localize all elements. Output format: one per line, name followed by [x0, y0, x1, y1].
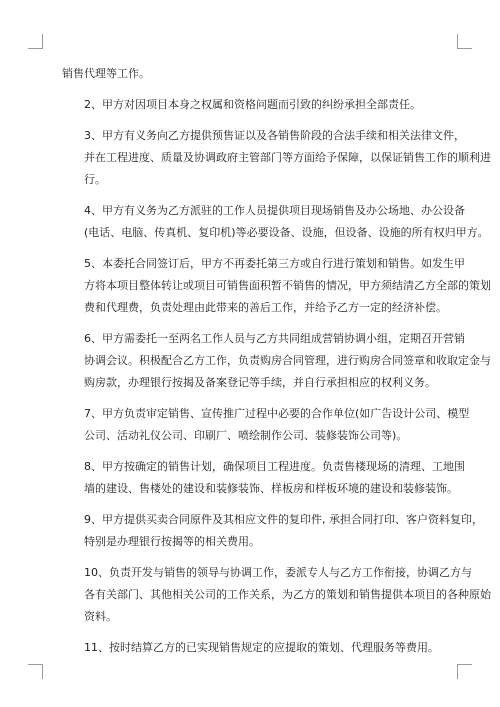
- clause-paragraph-p6: [62, 328, 491, 394]
- crop-mark-bottom-left: [28, 664, 43, 679]
- clause-line: 5、本委托合同签订后，甲方不再委托第三方或自行进行策划和销售。如发生甲: [84, 257, 465, 270]
- clause-line: 8、甲方按确定的销售计划，确保项目工程进度。负责售楼现场的清理、工地围: [84, 460, 465, 473]
- crop-mark-top-right: [457, 34, 472, 49]
- clause-line: 公司、活动礼仪公司、印刷厂、喷绘制作公司、装修装饰公司等)。: [84, 429, 408, 442]
- clause-paragraph-p7: [62, 403, 470, 447]
- clause-line: 各有关部门、其他相关公司的工作关系，为乙方的策划和销售提供本项目的各种原始: [84, 588, 491, 601]
- clause-paragraph-p10: [62, 562, 491, 628]
- clause-line: 墙的建设、售楼处的建设和装修装饰、样板房和样板环境的建设和装修装饰。: [84, 482, 458, 495]
- clause-line: 行。: [84, 173, 106, 186]
- clause-line: 2、甲方对因项目本身之权属和资格问题而引致的纠纷承担全部责任。: [84, 98, 421, 111]
- crop-mark-bottom-right: [457, 664, 472, 679]
- clause-line: 销售代理等工作。: [62, 67, 150, 80]
- clause-paragraph-p11: [62, 637, 447, 659]
- clause-line: 方将本项目整体转让或项目可销售面积暂不销售的情况，甲方须结清乙方全部的策划: [84, 279, 491, 292]
- clause-line: 7、甲方负责审定销售、宣传推广过程中必要的合作单位(如广告设计公司、模型: [84, 407, 470, 420]
- clause-paragraph-p2: [62, 94, 447, 116]
- contract-body-text: [62, 63, 491, 668]
- crop-mark-top-left: [28, 34, 43, 49]
- clause-line: 9、甲方提供买卖合同原件及其相应文件的复印件, 承担合同打印、客户资料复印，: [84, 513, 483, 526]
- clause-line: 6、甲方需委托一至两名工作人员与乙方共同组成营销协调小组，定期召开营销: [84, 332, 465, 345]
- clause-paragraph-p0: [62, 63, 447, 85]
- clause-line: (电话、电脑、传真机、复印机)等必要设备、设施，但设备、设施的所有权归甲方。: [84, 226, 489, 239]
- clause-paragraph-p8: [62, 456, 465, 500]
- clause-line: 费和代理费，负责处理由此带来的善后工作，并给予乙方一定的经济补偿。: [84, 301, 447, 314]
- clause-paragraph-p9: [62, 509, 483, 553]
- clause-paragraph-p5: [62, 253, 491, 319]
- clause-line: 资料。: [84, 610, 117, 623]
- clause-line: 特别是办理银行按揭等的相关费用。: [84, 535, 260, 548]
- clause-line: 11、按时结算乙方的已实现销售规定的应提取的策划、代理服务等费用。: [84, 641, 439, 654]
- clause-line: 4、甲方有义务为乙方派驻的工作人员提供项目现场销售及办公场地、办公设备: [84, 204, 465, 217]
- clause-paragraph-p4: [62, 200, 489, 244]
- clause-paragraph-p3: [62, 125, 491, 191]
- clause-line: 10、负责开发与销售的领导与协调工作，委派专人与乙方工作衔接，协调乙方与: [84, 566, 472, 579]
- clause-line: 购房款，办理银行按揭及备案登记等手续，并自行承担相应的权利义务。: [84, 376, 436, 389]
- clause-line: 协调会议。积极配合乙方工作，负责购房合同管理，进行购房合同签章和收取定金与: [84, 354, 491, 367]
- clause-line: 3、甲方有义务向乙方提供预售证以及各销售阶段的合法手续和相关法律文件，: [84, 129, 465, 142]
- clause-line: 并在工程进度、质量及协调政府主管部门等方面给予保障，以保证销售工作的顺利进: [84, 151, 491, 164]
